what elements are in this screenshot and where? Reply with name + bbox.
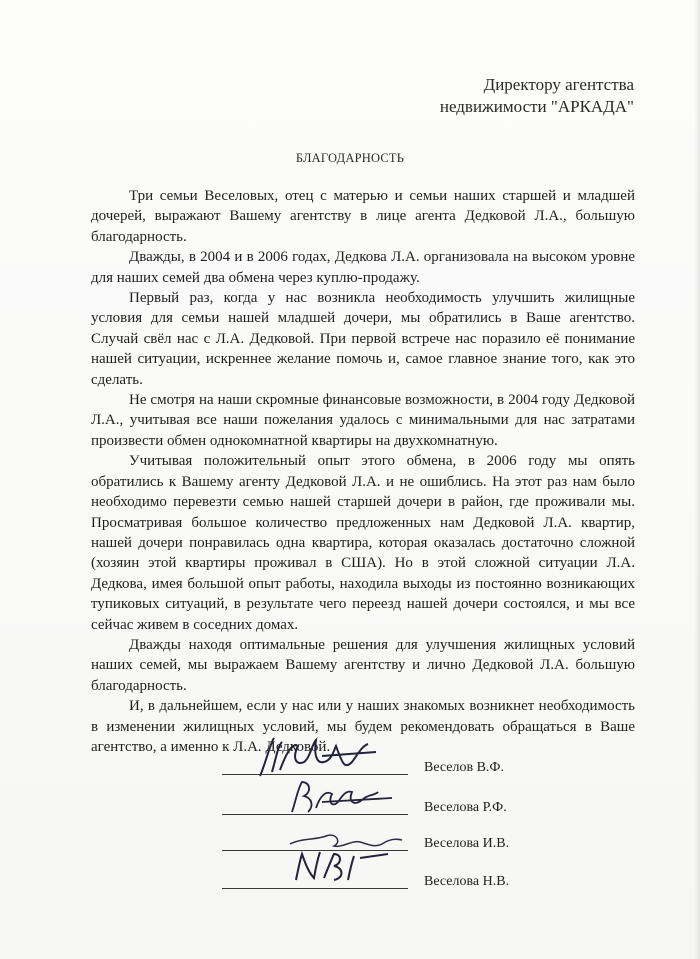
addressee-block	[440, 74, 634, 118]
paragraph: И, в дальнейшем, если у нас или у наших знакомых возникнет необходимость в изменении жилищных условий, мы будем рекомендовать обращаться в Ваше агентство, а именно к Л.А. Дедковой.	[91, 698, 635, 755]
handwritten-signature	[282, 772, 432, 820]
letter-body	[91, 186, 635, 757]
signer-name: Веселова Р.Ф.	[424, 800, 507, 815]
addressee-line-2: недвижимости "АРКАДА"	[439, 97, 634, 116]
signature-line	[222, 888, 408, 889]
page-edge-shadow	[694, 0, 700, 959]
signer-name: Веселова И.В.	[424, 836, 510, 851]
paragraph: Дважды находя оптимальные решения для улучшения жилищных условий наших семей, мы выражаем Вашему агентству и лично Дедковой Л.А. большую благодарность.	[91, 636, 635, 694]
signer-name: Веселова Н.В.	[424, 874, 510, 889]
document-title: БЛАГОДАРНОСТЬ	[295, 151, 405, 165]
addressee-line-1: Директору агентства	[483, 75, 634, 94]
paragraph: Дважды, в 2004 и в 2006 годах, Дедкова Л.А. организовала на высоком уровне для наших семей два обмена через куплю-продажу.	[91, 249, 635, 286]
signature-row	[222, 866, 622, 896]
paragraph: Не смотря на наши скромные финансовые возможности, в 2004 году Дедковой Л.А., учитывая все наши пожелания удалось с минимальными для нас затратами произвести обмен однокомнатной квартиры на двухкомнатную.	[91, 392, 635, 449]
handwritten-signature	[288, 844, 438, 888]
paragraph: Первый раз, когда у нас возникла необходимость улучшить жилищные условия для семьи нашей младшей дочери, мы обратились в Ваше агентство. Случай свёл нас с Л.А. Дедковой. При первой встрече нас поразило её понимание нашей ситуации, искреннее желание помочь и, самое главное знание того, как это сделать.	[91, 290, 635, 388]
signature-line	[222, 814, 408, 815]
paragraph: Учитывая положительный опыт этого обмена, в 2006 году мы опять обратились к Вашему агенту Дедковой Л.А. и не ошиблись. На этот раз нам было необходимо перевезти семью нашей старшей дочери в район, где проживали мы. Просматривая большое количество предложенных нам Дедковой Л.А. квартир, нашей дочери понравилась одна квартира, которая оказалась достаточно сложной (хозяин этой квартиры проживал в США). Но в этой сложной ситуации Л.А. Дедкова, имея большой опыт работы, находила выходы из постоянно возникающих тупиковых ситуаций, в результате чего переезд нашей дочери состоялся, и мы все сейчас живем в соседних домах.	[91, 453, 635, 633]
signer-name: Веселов В.Ф.	[424, 760, 504, 775]
paragraph: Три семьи Веселовых, отец с матерью и семьи наших старшей и младшей дочерей, выражают Вашему агентству в лице агента Дедковой Л.А., большую благодарность.	[91, 188, 635, 245]
